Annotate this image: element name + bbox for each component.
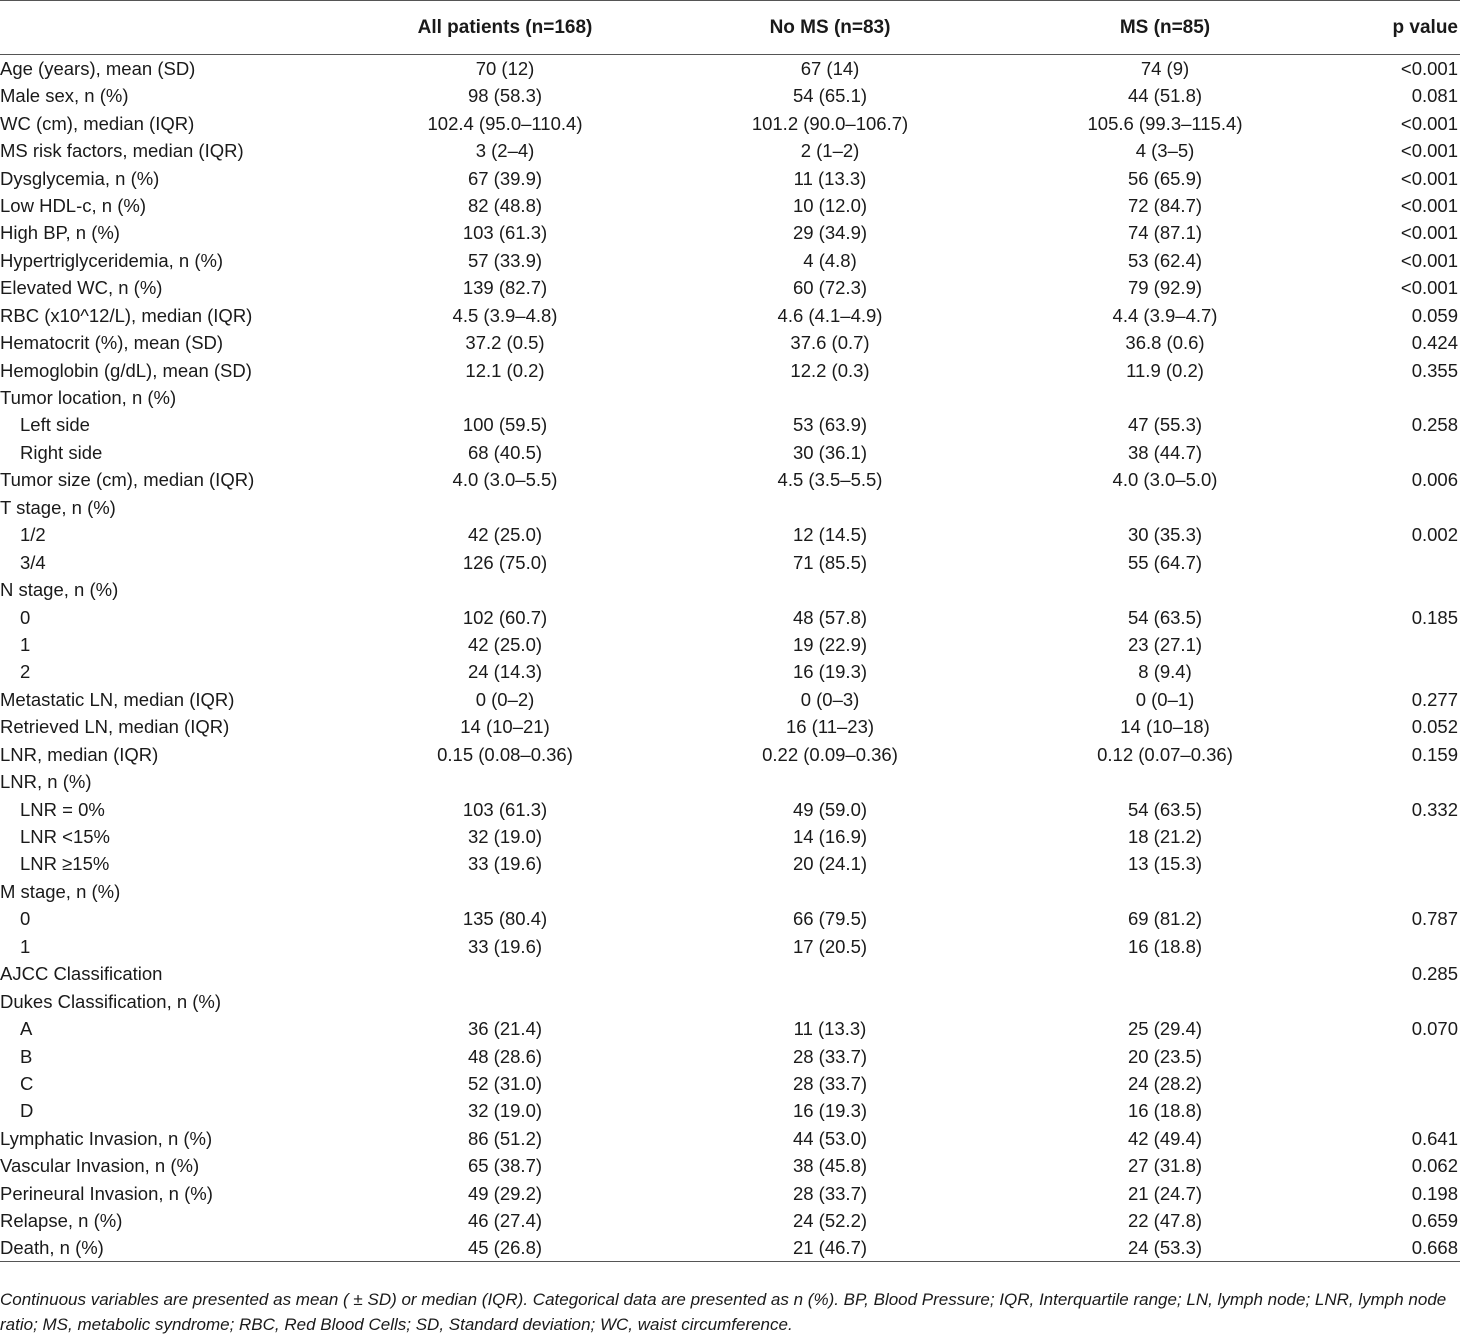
table-row: [0, 137, 1460, 164]
cell-all-patients: 67 (39.9): [467, 167, 543, 189]
row-label: C: [20, 1072, 34, 1094]
cell-no-ms: 48 (57.8): [792, 606, 868, 628]
row-label: Tumor location, n (%): [0, 387, 177, 409]
table-row: [0, 274, 1460, 301]
row-label: 2: [20, 661, 31, 683]
cell-p-value: 0.052: [1411, 716, 1458, 738]
table-row: [0, 905, 1460, 932]
row-label: 1/2: [20, 524, 46, 546]
cell-p-value: [1350, 658, 1460, 685]
cell-all-patients: 49 (29.2): [467, 1182, 543, 1204]
cell-ms: 16 (18.8): [1127, 1100, 1203, 1122]
cell-all-patients: 70 (12): [475, 58, 535, 79]
cell-no-ms: 11 (13.3): [793, 1018, 867, 1040]
cell-ms: 11.9 (0.2): [1126, 359, 1204, 381]
cell-no-ms: 16 (11–23): [785, 716, 875, 738]
cell-all-patients: 65 (38.7): [467, 1155, 543, 1177]
cell-all-patients: 102.4 (95.0–110.4): [427, 112, 583, 134]
cell-no-ms: 37.6 (0.7): [790, 332, 870, 354]
cell-no-ms: 38 (45.8): [792, 1155, 868, 1177]
row-label: 1: [20, 633, 31, 655]
cell-p-value: [1350, 933, 1460, 960]
table-row: [0, 164, 1460, 191]
cell-all-patients: 52 (31.0): [467, 1072, 543, 1094]
cell-all-patients: 33 (19.6): [467, 935, 543, 957]
cell-no-ms: 53 (63.9): [792, 414, 868, 436]
cell-no-ms: 44 (53.0): [792, 1127, 868, 1149]
table-row: [0, 1042, 1460, 1069]
row-label: Left side: [20, 414, 90, 436]
table-body: [0, 55, 1460, 1262]
row-label: WC (cm), median (IQR): [0, 112, 195, 134]
cell-no-ms: 101.2 (90.0–106.7): [751, 112, 909, 134]
row-label: Age (years), mean (SD): [0, 58, 196, 79]
table-row: [0, 987, 1460, 1014]
cell-p-value: [1350, 631, 1460, 658]
row-label: B: [20, 1045, 33, 1067]
cell-ms: [980, 576, 1350, 603]
row-label: LNR ≥15%: [20, 853, 110, 875]
row-label: LNR, median (IQR): [0, 743, 159, 765]
cell-ms: [980, 768, 1350, 795]
cell-no-ms: 10 (12.0): [792, 194, 868, 216]
row-label: LNR, n (%): [0, 771, 92, 793]
table-row: [0, 686, 1460, 713]
table-row: [0, 247, 1460, 274]
header-row: [0, 1, 1460, 55]
cell-p-value: 0.258: [1411, 414, 1458, 436]
cell-all-patients: 126 (75.0): [462, 551, 548, 573]
cell-ms: 24 (53.3): [980, 1234, 1350, 1262]
cell-all-patients: [330, 960, 680, 987]
table-row: [0, 850, 1460, 877]
cell-p-value: [1350, 1070, 1460, 1097]
cell-no-ms: 54 (65.1): [792, 85, 868, 107]
cell-p-value: 0.659: [1411, 1210, 1458, 1232]
cell-no-ms: [680, 960, 980, 987]
row-label: 0: [20, 908, 31, 930]
table-row: [0, 741, 1460, 768]
cell-no-ms: 28 (33.7): [792, 1072, 868, 1094]
cell-ms: 79 (92.9): [1127, 277, 1203, 299]
cell-no-ms: 4.6 (4.1–4.9): [777, 304, 883, 326]
table-row: [0, 576, 1460, 603]
table-row: [0, 795, 1460, 822]
cell-ms: [980, 960, 1350, 987]
cell-ms: 8 (9.4): [1138, 661, 1192, 683]
cell-ms: 74 (87.1): [1127, 222, 1203, 244]
cell-no-ms: 16 (19.3): [792, 1100, 868, 1122]
cell-p-value: 0.059: [1411, 304, 1458, 326]
row-label: Elevated WC, n (%): [0, 277, 163, 299]
row-label: Dukes Classification, n (%): [0, 990, 222, 1012]
table-footnote: Continuous variables are presented as mean ( ± SD) or median (IQR). Categorical data are presented as n (%). BP, Blood Pressure; IQR, Interquartile range; LN, lymph node; LNR, lymph node ratio; MS, metabolic syndrome; RBC, Red Blood Cells; SD, Standard deviation; WC, waist circumference.: [0, 1290, 1447, 1334]
cell-all-patients: 32 (19.0): [467, 1100, 543, 1122]
cell-no-ms: [680, 494, 980, 521]
cell-ms: 0.12 (0.07–0.36): [1097, 743, 1233, 765]
row-label: Metastatic LN, median (IQR): [0, 688, 235, 710]
cell-p-value: [1350, 850, 1460, 877]
cell-all-patients: [330, 576, 680, 603]
cell-all-patients: 68 (40.5): [467, 441, 543, 463]
cell-no-ms: 28 (33.7): [792, 1182, 868, 1204]
cell-all-patients: 4.0 (3.0–5.5): [452, 469, 558, 491]
cell-p-value: <0.001: [1400, 277, 1458, 299]
table-row: [0, 329, 1460, 356]
cell-no-ms: 17 (20.5): [792, 935, 868, 957]
cell-no-ms: 66 (79.5): [792, 908, 868, 930]
cell-all-patients: 33 (19.6): [467, 853, 543, 875]
row-label: Death, n (%): [0, 1234, 330, 1262]
table-row: [0, 768, 1460, 795]
cell-p-value: [1350, 768, 1460, 795]
cell-ms: 36.8 (0.6): [1125, 332, 1205, 354]
row-label: Tumor size (cm), median (IQR): [0, 469, 255, 491]
cell-p-value: 0.787: [1411, 908, 1458, 930]
table-row: [0, 302, 1460, 329]
cell-ms: 14 (10–18): [1120, 716, 1210, 738]
row-label: A: [20, 1018, 33, 1040]
cell-all-patients: 32 (19.0): [467, 826, 543, 848]
header-no-ms: No MS (n=83): [680, 1, 980, 55]
cell-p-value: <0.001: [1400, 249, 1458, 271]
table-row: [0, 823, 1460, 850]
cell-p-value: 0.424: [1411, 332, 1458, 354]
cell-no-ms: [680, 576, 980, 603]
cell-no-ms: [680, 384, 980, 411]
row-label: Right side: [20, 441, 103, 463]
table-row: [0, 1097, 1460, 1124]
cell-p-value: 0.081: [1411, 85, 1458, 107]
table-row: [0, 494, 1460, 521]
row-label: D: [20, 1100, 34, 1122]
row-label: Hematocrit (%), mean (SD): [0, 332, 224, 354]
cell-ms: [980, 494, 1350, 521]
cell-all-patients: 4.5 (3.9–4.8): [452, 304, 558, 326]
cell-ms: 54 (63.5): [1127, 798, 1203, 820]
cell-no-ms: 30 (36.1): [792, 441, 868, 463]
cell-ms: 22 (47.8): [1127, 1210, 1203, 1232]
cell-no-ms: 49 (59.0): [792, 798, 868, 820]
cell-p-value: <0.001: [1400, 194, 1458, 216]
table-row: [0, 1234, 1460, 1262]
cell-ms: 18 (21.2): [1127, 826, 1203, 848]
cell-ms: 25 (29.4): [1127, 1018, 1203, 1040]
cell-p-value: 0.277: [1411, 688, 1458, 710]
cell-no-ms: [680, 768, 980, 795]
cell-p-value: [1350, 987, 1460, 1014]
cell-p-value: 0.641: [1411, 1127, 1458, 1149]
table-row: [0, 82, 1460, 109]
cell-p-value: 0.002: [1411, 524, 1458, 546]
cell-all-patients: 48 (28.6): [467, 1045, 543, 1067]
cell-ms: 42 (49.4): [1127, 1127, 1203, 1149]
cell-all-patients: [330, 878, 680, 905]
cell-all-patients: 139 (82.7): [462, 277, 548, 299]
cell-all-patients: 82 (48.8): [467, 194, 543, 216]
cell-all-patients: 135 (80.4): [462, 908, 548, 930]
cell-all-patients: 24 (14.3): [467, 661, 543, 683]
row-label: 3/4: [20, 551, 46, 573]
cell-no-ms: 0 (0–3): [800, 688, 860, 710]
cell-all-patients: 98 (58.3): [467, 85, 543, 107]
table-row: [0, 1015, 1460, 1042]
cell-p-value: 0.668: [1350, 1234, 1460, 1262]
row-label: Hypertriglyceridemia, n (%): [0, 249, 224, 271]
cell-ms: 4.4 (3.9–4.7): [1112, 304, 1218, 326]
row-label: MS risk factors, median (IQR): [0, 140, 244, 162]
cell-all-patients: 86 (51.2): [467, 1127, 543, 1149]
cell-ms: 105.6 (99.3–115.4): [1087, 112, 1243, 134]
table-row: [0, 521, 1460, 548]
row-label: LNR = 0%: [20, 798, 105, 820]
cell-p-value: [1350, 384, 1460, 411]
cell-ms: 23 (27.1): [1127, 633, 1203, 655]
cell-p-value: 0.006: [1411, 469, 1458, 491]
cell-no-ms: 29 (34.9): [792, 222, 868, 244]
table-row: [0, 109, 1460, 136]
cell-no-ms: 21 (46.7): [680, 1234, 980, 1262]
row-label: AJCC Classification: [0, 963, 163, 985]
cell-ms: 54 (63.5): [1127, 606, 1203, 628]
cell-all-patients: [330, 768, 680, 795]
row-label: T stage, n (%): [0, 496, 116, 518]
cell-no-ms: 4 (4.8): [803, 249, 857, 271]
cell-all-patients: 100 (59.5): [462, 414, 548, 436]
cell-ms: 53 (62.4): [1127, 249, 1203, 271]
table-row: [0, 960, 1460, 987]
cell-ms: 55 (64.7): [1127, 551, 1203, 573]
cell-all-patients: 0 (0–2): [475, 688, 535, 710]
cell-all-patients: [330, 384, 680, 411]
row-label: Hemoglobin (g/dL), mean (SD): [0, 359, 252, 381]
cell-all-patients: 14 (10–21): [460, 716, 550, 738]
row-label: M stage, n (%): [0, 880, 121, 902]
header-p-value: p value: [1350, 1, 1460, 55]
cell-no-ms: 11 (13.3): [793, 167, 867, 189]
cell-ms: 24 (28.2): [1127, 1072, 1203, 1094]
row-label: High BP, n (%): [0, 222, 120, 244]
row-label: RBC (x10^12/L), median (IQR): [0, 304, 253, 326]
table-row: [0, 1180, 1460, 1207]
cell-no-ms: 67 (14): [800, 58, 860, 79]
table-row: [0, 219, 1460, 246]
cell-p-value: [1350, 439, 1460, 466]
cell-p-value: 0.185: [1411, 606, 1458, 628]
cell-p-value: <0.001: [1400, 140, 1458, 162]
table-row: [0, 1125, 1460, 1152]
cell-ms: 0 (0–1): [1135, 688, 1195, 710]
cell-all-patients: 36 (21.4): [467, 1018, 543, 1040]
cell-p-value: 0.332: [1411, 798, 1458, 820]
cell-p-value: [1350, 548, 1460, 575]
cell-ms: 38 (44.7): [1127, 441, 1203, 463]
cell-ms: 13 (15.3): [1127, 853, 1203, 875]
cell-ms: 20 (23.5): [1127, 1045, 1203, 1067]
cell-ms: 56 (65.9): [1127, 167, 1203, 189]
table-row: [0, 411, 1460, 438]
row-label: N stage, n (%): [0, 579, 119, 601]
row-label: Vascular Invasion, n (%): [0, 1155, 200, 1177]
cell-p-value: [1350, 1042, 1460, 1069]
cell-all-patients: 103 (61.3): [462, 798, 548, 820]
table-row: [0, 658, 1460, 685]
cell-no-ms: [680, 987, 980, 1014]
cell-all-patients: 42 (25.0): [467, 524, 543, 546]
row-label: Low HDL-c, n (%): [0, 194, 146, 216]
cell-p-value: [1350, 878, 1460, 905]
cell-ms: 44 (51.8): [1127, 85, 1203, 107]
cell-ms: 30 (35.3): [1127, 524, 1203, 546]
cell-all-patients: 12.1 (0.2): [465, 359, 545, 381]
cell-ms: [980, 384, 1350, 411]
cell-all-patients: 0.15 (0.08–0.36): [437, 743, 573, 765]
cell-all-patients: 3 (2–4): [475, 140, 535, 162]
header-variable: [0, 1, 330, 55]
cell-p-value: <0.001: [1400, 167, 1458, 189]
cell-all-patients: 46 (27.4): [467, 1210, 543, 1232]
cell-no-ms: 16 (19.3): [792, 661, 868, 683]
cell-all-patients: 103 (61.3): [462, 222, 548, 244]
cell-all-patients: [330, 987, 680, 1014]
cell-p-value: [1350, 494, 1460, 521]
cell-ms: 74 (9): [1140, 58, 1190, 79]
cell-all-patients: 102 (60.7): [462, 606, 548, 628]
table-row: [0, 356, 1460, 383]
cell-ms: 4 (3–5): [1135, 140, 1195, 162]
cell-no-ms: 20 (24.1): [792, 853, 868, 875]
cell-no-ms: 12.2 (0.3): [790, 359, 870, 381]
cell-p-value: 0.355: [1411, 359, 1458, 381]
cell-p-value: 0.198: [1411, 1182, 1458, 1204]
table-row: [0, 1152, 1460, 1179]
cell-ms: 47 (55.3): [1127, 414, 1203, 436]
cell-no-ms: [680, 878, 980, 905]
cell-ms: 69 (81.2): [1127, 908, 1203, 930]
table-row: [0, 439, 1460, 466]
row-label: Perineural Invasion, n (%): [0, 1182, 213, 1204]
cell-p-value: [1350, 1097, 1460, 1124]
table-row: [0, 878, 1460, 905]
cell-no-ms: 12 (14.5): [792, 524, 868, 546]
cell-ms: [980, 878, 1350, 905]
cell-ms: 4.0 (3.0–5.0): [1112, 469, 1218, 491]
cell-ms: 21 (24.7): [1127, 1182, 1203, 1204]
cell-no-ms: 71 (85.5): [792, 551, 868, 573]
cell-no-ms: 60 (72.3): [792, 277, 868, 299]
cell-p-value: 0.159: [1411, 743, 1458, 765]
row-label: LNR <15%: [20, 826, 110, 848]
cell-p-value: 0.070: [1411, 1018, 1458, 1040]
header-all-patients: All patients (n=168): [330, 1, 680, 55]
cell-p-value: <0.001: [1400, 222, 1458, 244]
row-label: Relapse, n (%): [0, 1210, 123, 1232]
row-label: Dysglycemia, n (%): [0, 167, 160, 189]
cell-no-ms: 14 (16.9): [792, 826, 868, 848]
table-row: [0, 933, 1460, 960]
cell-all-patients: 45 (26.8): [330, 1234, 680, 1262]
table-row: [0, 1207, 1460, 1234]
cell-all-patients: [330, 494, 680, 521]
cell-p-value: <0.001: [1400, 112, 1458, 134]
table-row: [0, 713, 1460, 740]
row-label: Lymphatic Invasion, n (%): [0, 1127, 213, 1149]
cell-all-patients: 42 (25.0): [467, 633, 543, 655]
table-row: [0, 548, 1460, 575]
cell-p-value: [1350, 823, 1460, 850]
cell-no-ms: 19 (22.9): [792, 633, 868, 655]
cell-p-value: <0.001: [1400, 58, 1458, 79]
cell-no-ms: 0.22 (0.09–0.36): [762, 743, 898, 765]
cell-no-ms: 4.5 (3.5–5.5): [777, 469, 883, 491]
table-row: [0, 55, 1460, 83]
table-row: [0, 603, 1460, 630]
cell-no-ms: 2 (1–2): [800, 140, 860, 162]
cell-p-value: 0.062: [1411, 1155, 1458, 1177]
row-label: 1: [20, 935, 31, 957]
cell-p-value: 0.285: [1411, 963, 1458, 985]
cell-no-ms: 28 (33.7): [792, 1045, 868, 1067]
row-label: 0: [20, 606, 31, 628]
cell-p-value: [1350, 576, 1460, 603]
table-row: [0, 384, 1460, 411]
cell-ms: 16 (18.8): [1127, 935, 1203, 957]
table-header: [0, 1, 1460, 55]
cell-all-patients: 37.2 (0.5): [465, 332, 545, 354]
table-row: [0, 466, 1460, 493]
cell-ms: [980, 987, 1350, 1014]
table-row: [0, 192, 1460, 219]
header-ms: MS (n=85): [980, 1, 1350, 55]
table-row: [0, 631, 1460, 658]
cell-all-patients: 57 (33.9): [467, 249, 543, 271]
cell-no-ms: 24 (52.2): [792, 1210, 868, 1232]
cell-ms: 27 (31.8): [1127, 1155, 1203, 1177]
row-label: Retrieved LN, median (IQR): [0, 716, 230, 738]
cell-ms: 72 (84.7): [1127, 194, 1203, 216]
table-row: [0, 1070, 1460, 1097]
row-label: Male sex, n (%): [0, 85, 129, 107]
